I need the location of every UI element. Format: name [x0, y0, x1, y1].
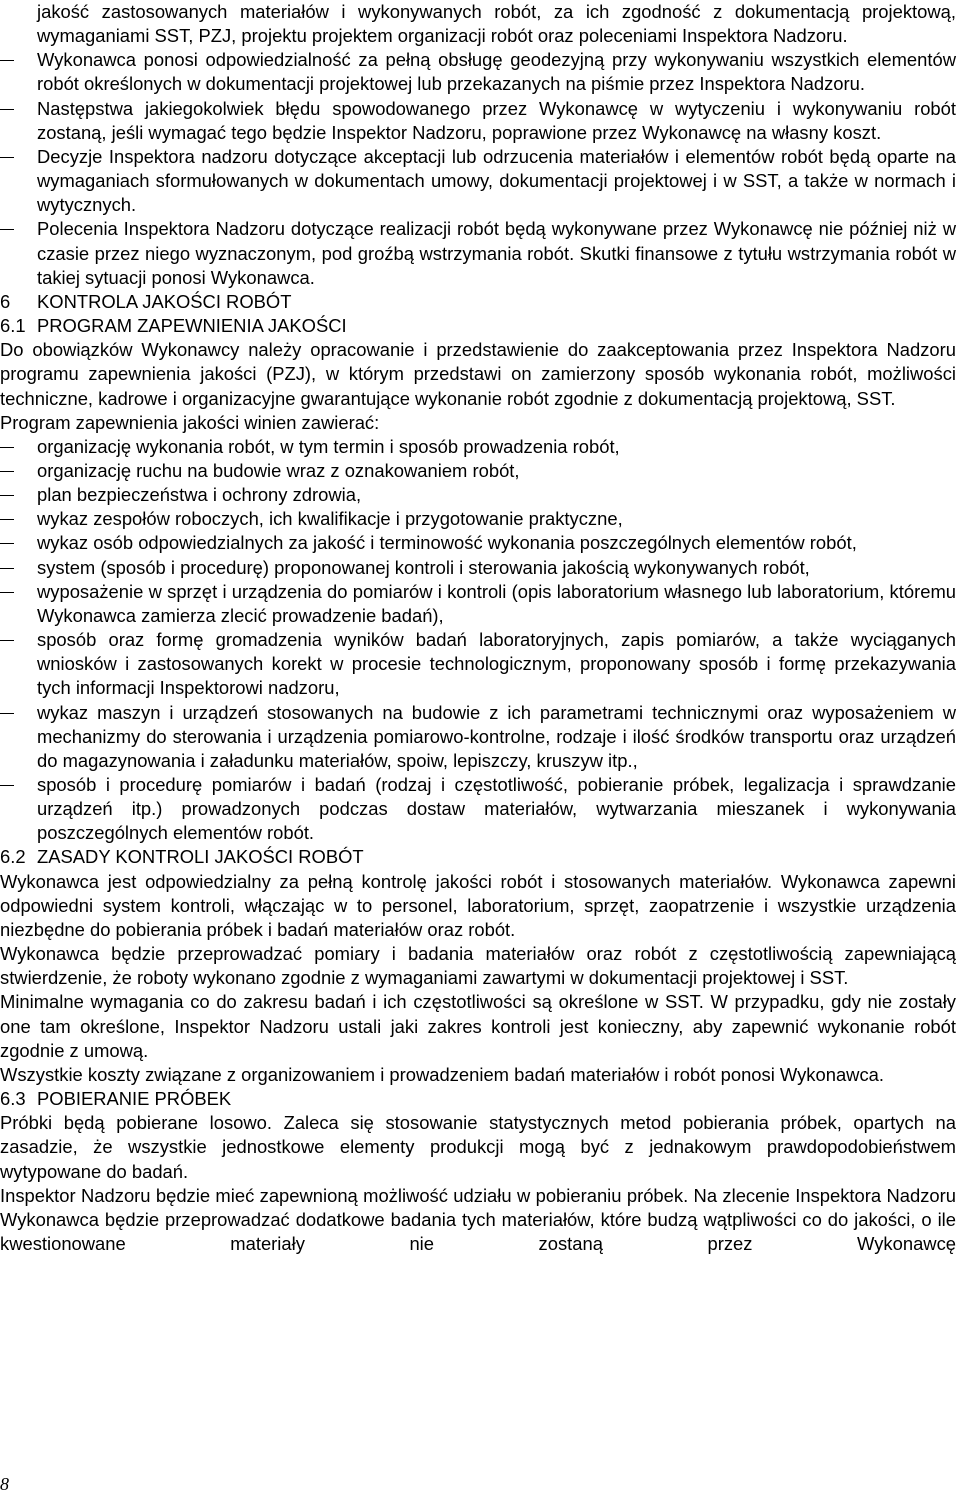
dash-bullet-icon	[0, 640, 14, 641]
dash-bullet-icon	[0, 568, 14, 569]
list-item: organizację ruchu na budowie wraz z oznakowaniem robót,	[0, 459, 960, 483]
dash-bullet-icon	[0, 495, 14, 496]
list-item: plan bezpieczeństwa i ochrony zdrowia,	[0, 483, 960, 507]
paragraph: Wszystkie koszty związane z organizowaniem i prowadzeniem badań materiałów i robót ponosi Wykonawca.	[0, 1063, 884, 1085]
paragraph: Minimalne wymagania co do zakresu badań i ich częstotliwości są określone w SST. W przypadku, gdy nie zostały one tam określone, Inspektor Nadzoru ustali jaki zakres kontroli jest konieczny, aby zapewnić wykonanie robót zgodnie z umową.	[0, 991, 956, 1061]
dash-bullet-icon	[0, 519, 14, 520]
list-item: Decyzje Inspektora nadzoru dotyczące akceptacji lub odrzucenia materiałów i elementów robót będą oparte na wymaganiach sformułowanych w dokumentach umowy, dokumentacji projektowej i w SST, a także w normach i wytycznych.	[0, 145, 960, 217]
page-number: 8	[0, 1474, 9, 1494]
paragraph: Program zapewnienia jakości winien zawierać:	[0, 411, 380, 433]
responsibility-list	[0, 48, 960, 290]
dash-bullet-icon	[0, 471, 14, 472]
dash-bullet-icon	[0, 157, 14, 158]
section-title: POBIERANIE PRÓBEK	[37, 1088, 232, 1110]
section-title: ZASADY KONTROLI JAKOŚCI ROBÓT	[37, 846, 364, 868]
list-item: wykaz zespołów roboczych, ich kwalifikacje i przygotowanie praktyczne,	[0, 507, 960, 531]
dash-bullet-icon	[0, 109, 14, 110]
continued-paragraph: jakość zastosowanych materiałów i wykonywanych robót, za ich zgodność z dokumentacją projektową, wymaganiami SST, PZJ, projektu projektem organizacji robót oraz poleceniami Inspektora Nadzoru.	[37, 1, 956, 47]
paragraph: Do obowiązków Wykonawcy należy opracowanie i przedstawienie do zaakceptowania przez Inspektora Nadzoru programu zapewnienia jakości (PZJ), w którym przedstawi on zamierzony sposób wykonania robót, możliwości techniczne, kadrowe i organizacyjne gwarantujące wykonanie robót zgodnie z dokumentacją projektową, SST.	[0, 339, 956, 409]
section-heading-6	[0, 290, 960, 314]
section-number: 6	[0, 290, 11, 312]
list-item: wykaz maszyn i urządzeń stosowanych na budowie z ich parametrami technicznymi oraz wyposażeniem w mechanizmy do sterowania i urządzenia pomiarowo-kontrolne, rodzaje i ilość środków transportu oraz urządzeń do magazynowania i załadunku materiałów, spoiw, lepiszczy, kruszyw itp.,	[0, 701, 960, 773]
section-number: 6.1	[0, 315, 26, 337]
list-item: Wykonawca ponosi odpowiedzialność za pełną obsługę geodezyjną przy wykonywaniu wszystkich elementów robót określonych w dokumentacji projektowej lub przekazanych na piśmie przez Inspektora Nadzoru.	[0, 48, 960, 96]
quality-program-list	[0, 435, 960, 846]
list-item: organizację wykonania robót, w tym termin i sposób prowadzenia robót,	[0, 435, 960, 459]
section-heading-6-1	[0, 314, 960, 338]
list-item: wykaz osób odpowiedzialnych za jakość i terminowość wykonania poszczególnych elementów robót,	[0, 531, 960, 555]
section-number: 6.3	[0, 1088, 26, 1110]
paragraph: Wykonawca będzie przeprowadzać pomiary i badania materiałów oraz robót z częstotliwością zapewniającą stwierdzenie, że roboty wykonano zgodnie z wymaganiami zawartymi w dokumentacji projektowej i SST.	[0, 943, 956, 989]
section-number: 6.2	[0, 846, 26, 868]
list-item: Następstwa jakiegokolwiek błędu spowodowanego przez Wykonawcę w wytyczeniu i wykonywaniu robót zostaną, jeśli wymagać tego będzie Inspektor Nadzoru, poprawione przez Wykonawcę na własny koszt.	[0, 97, 960, 145]
dash-bullet-icon	[0, 543, 14, 544]
dash-bullet-icon	[0, 447, 14, 448]
list-item: sposób i procedurę pomiarów i badań (rodzaj i częstotliwość, pobieranie próbek, legalizacja i sprawdzanie urządzeń itp.) prowadzonych podczas dostaw materiałów, wytwarzania mieszanek i wykonywania poszczególnych elementów robót.	[0, 773, 960, 845]
section-heading-6-2	[0, 845, 960, 869]
dash-bullet-icon	[0, 60, 14, 61]
dash-bullet-icon	[0, 785, 14, 786]
section-heading-6-3	[0, 1087, 960, 1111]
paragraph: Próbki będą pobierane losowo. Zaleca się stosowanie statystycznych metod pobierania próbek, opartych na zasadzie, że wszystkie jednostkowe elementy produkcji mogą być z jednakowym prawdopodobieństwem wytypowane do badań.	[0, 1112, 956, 1182]
list-item: wyposażenie w sprzęt i urządzenia do pomiarów i kontroli (opis laboratorium własnego lub laboratorium, któremu Wykonawca zamierza zlecić prowadzenie badań),	[0, 580, 960, 628]
list-item: system (sposób i procedurę) proponowanej kontroli i sterowania jakością wykonywanych robót,	[0, 556, 960, 580]
paragraph: Wykonawca jest odpowiedzialny za pełną kontrolę jakości robót i stosowanych materiałów. Wykonawca zapewni odpowiedni system kontroli, włączając w to personel, laboratorium, sprzęt, zaopatrzenie i wszystkie urządzenia niezbędne do pobierania próbek i badań materiałów oraz robót.	[0, 870, 956, 940]
section-title: KONTROLA JAKOŚCI ROBÓT	[37, 290, 292, 312]
dash-bullet-icon	[0, 229, 14, 230]
paragraph: Inspektor Nadzoru będzie mieć zapewnioną możliwość udziału w pobieraniu próbek. Na zlecenie Inspektora Nadzoru Wykonawca będzie przeprowadzać dodatkowe badania tych materiałów, które budzą wątpliwości co do jakości, o ile kwestionowane materiały nie zostaną przez Wykonawcę	[0, 1184, 956, 1254]
section-title: PROGRAM ZAPEWNIENIA JAKOŚCI	[37, 315, 347, 337]
list-item: Polecenia Inspektora Nadzoru dotyczące realizacji robót będą wykonywane przez Wykonawcę nie później niż w czasie przez niego wyznaczonym, pod groźbą wstrzymania robót. Skutki finansowe z tytułu wstrzymania robót w takiej sytuacji ponosi Wykonawca.	[0, 217, 960, 289]
dash-bullet-icon	[0, 592, 14, 593]
dash-bullet-icon	[0, 713, 14, 714]
list-item: sposób oraz formę gromadzenia wyników badań laboratoryjnych, zapis pomiarów, a także wyciąganych wniosków i zastosowanych korekt w procesie technologicznym, proponowany sposób i formę przekazywania tych informacji Inspektorowi nadzoru,	[0, 628, 960, 700]
